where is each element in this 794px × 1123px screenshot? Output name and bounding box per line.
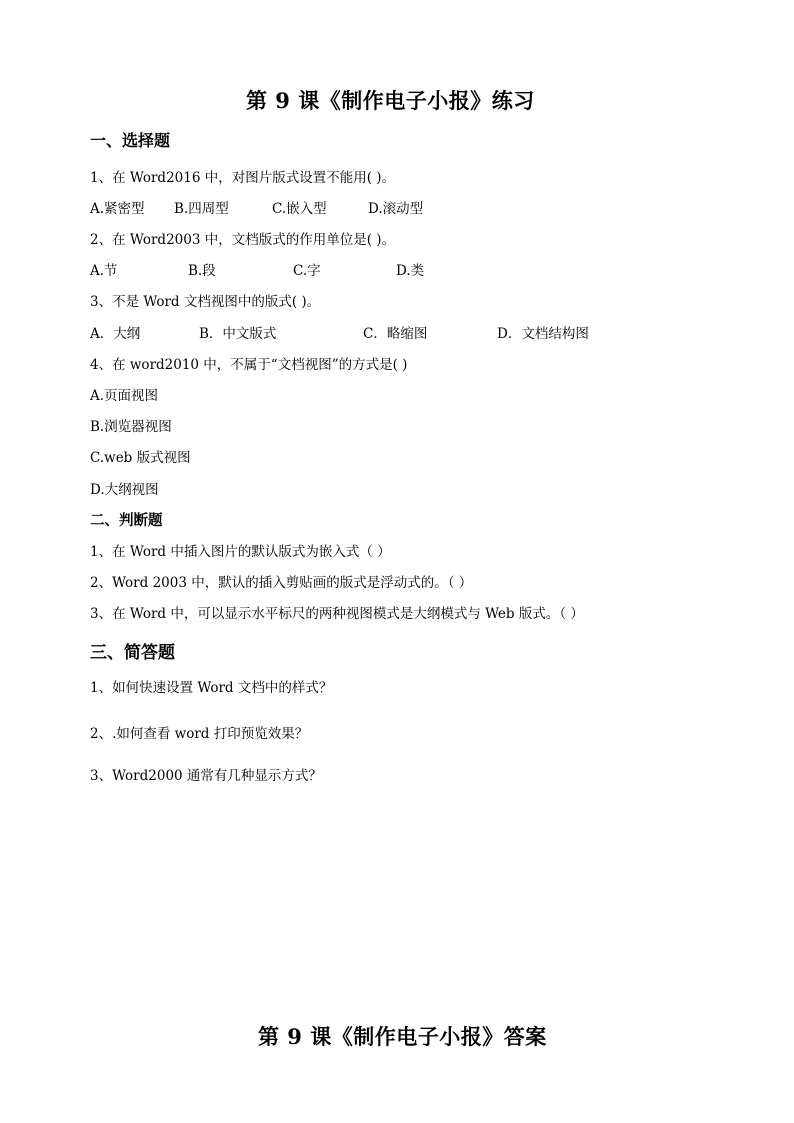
short-item-1: 1、如何快速设置 Word 文档中的样式？: [90, 680, 333, 696]
answer-title: 第 9 课《制作电子小报》答案: [258, 1024, 547, 1049]
choice-question-4: 4、在 word2010 中，不属于“文档视图”的方式是( ): [90, 357, 408, 373]
option-b: B.段: [188, 263, 216, 279]
choice-question-4-option-b: B.浏览器视图: [90, 419, 172, 435]
option-c: C.字: [293, 263, 321, 279]
section-heading-judge: 二、判断题: [90, 512, 163, 529]
section-heading-short: 三、简答题: [90, 643, 175, 663]
choice-question-2: 2、在 Word2003 中，文档版式的作用单位是( )。: [90, 232, 396, 248]
short-item-3: 3、Word2000 通常有几种显示方式？: [90, 768, 322, 784]
short-item-2: 2、.如何查看 word 打印预览效果？: [90, 726, 309, 742]
judge-item-2: 2、Word 2003 中，默认的插入剪贴画的版式是浮动式的。（ ）: [90, 575, 473, 591]
option-b: B.四周型: [174, 201, 229, 217]
option-a: A.节: [90, 263, 118, 279]
option-b: B．中文版式: [199, 326, 277, 342]
option-d: D.类: [396, 263, 425, 279]
option-c: C.嵌入型: [272, 201, 327, 217]
choice-question-4-option-d: D.大纲视图: [90, 482, 159, 498]
page-title: 第 9 课《制作电子小报》练习: [246, 88, 535, 113]
option-d: D.滚动型: [368, 201, 424, 217]
choice-question-4-option-c: C.web 版式视图: [90, 450, 191, 466]
option-a: A．大纲: [90, 326, 141, 342]
judge-item-3: 3、在 Word 中，可以显示水平标尺的两种视图模式是大纲模式与 Web 版式。（ ）: [90, 606, 584, 622]
judge-item-1: 1、在 Word 中插入图片的默认版式为嵌入式（ ）: [90, 544, 391, 560]
choice-question-3: 3、不是 Word 文档视图中的版式( )。: [90, 294, 321, 310]
option-a: A.紧密型: [90, 201, 145, 217]
choice-question-1: 1、在 Word2016 中，对图片版式设置不能用( )。: [90, 170, 396, 186]
choice-question-4-option-a: A.页面视图: [90, 388, 159, 404]
option-d: D．文档结构图: [497, 326, 589, 342]
section-heading-choice: 一、选择题: [90, 131, 171, 150]
option-c: C．略缩图: [363, 326, 428, 342]
